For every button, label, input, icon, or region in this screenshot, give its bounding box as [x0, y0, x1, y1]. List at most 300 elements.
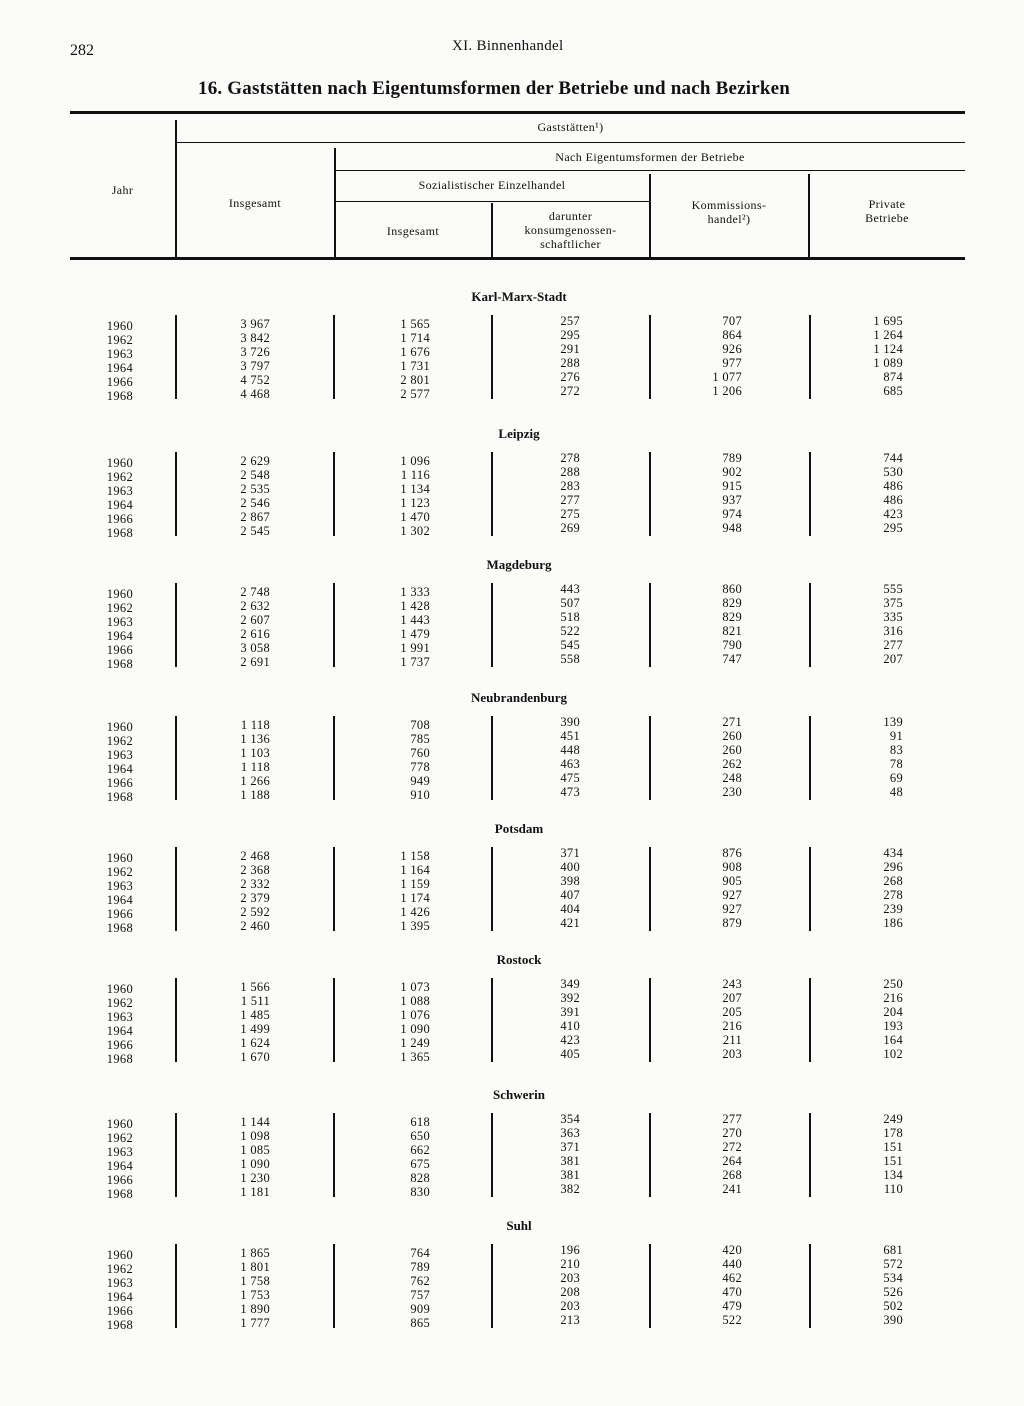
- cell-year: 1960: [106, 456, 133, 470]
- cell-private-businesses: 1 695: [873, 314, 903, 328]
- cell-year: 1963: [106, 484, 133, 498]
- cell-commission-trade: 211: [722, 1033, 742, 1047]
- cell-private-businesses: 486: [883, 479, 903, 493]
- column-separator: [809, 716, 811, 800]
- column-separator: [809, 452, 811, 536]
- column-separator: [649, 1244, 651, 1328]
- header-divider-jahr: [175, 120, 177, 260]
- cell-socialist-total: 1 076: [400, 1008, 430, 1022]
- cell-private-businesses: 48: [889, 785, 903, 799]
- cell-consumer-cooperative: 518: [560, 610, 580, 624]
- header-divider-insgesamt: [334, 148, 336, 260]
- header-bottom-rule: [70, 257, 965, 260]
- cell-commission-trade: 203: [722, 1047, 742, 1061]
- cell-total: 1 801: [240, 1260, 270, 1274]
- cell-total: 1 624: [240, 1036, 270, 1050]
- cell-commission-trade: 268: [722, 1168, 742, 1182]
- cell-commission-trade: 260: [722, 729, 742, 743]
- cell-year: 1964: [106, 762, 133, 776]
- cell-socialist-total: 1 073: [400, 980, 430, 994]
- cell-consumer-cooperative: 283: [560, 479, 580, 493]
- cell-consumer-cooperative: 210: [560, 1257, 580, 1271]
- cell-year: 1963: [106, 615, 133, 629]
- cell-year: 1964: [106, 361, 133, 375]
- cell-total: 2 548: [240, 468, 270, 482]
- cell-socialist-total: 910: [410, 788, 430, 802]
- cell-year: 1963: [106, 1145, 133, 1159]
- cell-consumer-cooperative: 277: [560, 493, 580, 507]
- cell-socialist-total: 675: [410, 1157, 430, 1171]
- cell-consumer-cooperative: 354: [560, 1112, 580, 1126]
- cell-total: 1 098: [240, 1129, 270, 1143]
- cell-socialist-total: 1 249: [400, 1036, 430, 1050]
- district-title: Karl-Marx-Stadt: [471, 289, 567, 304]
- cell-commission-trade: 270: [722, 1126, 742, 1140]
- cell-commission-trade: 264: [722, 1154, 742, 1168]
- cell-total: 3 797: [240, 359, 270, 373]
- header-gaststaetten: Gaststätten¹): [537, 120, 604, 134]
- cell-consumer-cooperative: 257: [560, 314, 580, 328]
- cell-commission-trade: 262: [722, 757, 742, 771]
- column-separator: [491, 1113, 493, 1197]
- cell-socialist-total: 1 426: [400, 905, 430, 919]
- cell-commission-trade: 462: [722, 1271, 742, 1285]
- cell-private-businesses: 249: [883, 1112, 903, 1126]
- cell-total: 1 499: [240, 1022, 270, 1036]
- cell-commission-trade: 876: [722, 846, 742, 860]
- table-top-rule: [70, 111, 965, 114]
- cell-commission-trade: 926: [722, 342, 742, 356]
- cell-consumer-cooperative: 421: [560, 916, 580, 930]
- cell-year: 1968: [106, 1052, 133, 1066]
- cell-consumer-cooperative: 196: [560, 1243, 580, 1257]
- cell-consumer-cooperative: 475: [560, 771, 580, 785]
- cell-socialist-total: 1 714: [400, 331, 430, 345]
- cell-total: 2 607: [240, 613, 270, 627]
- column-separator: [175, 452, 177, 536]
- cell-total: 2 546: [240, 496, 270, 510]
- cell-year: 1962: [106, 1131, 133, 1145]
- cell-private-businesses: 193: [883, 1019, 903, 1033]
- header-private-line2: Betriebe: [865, 211, 909, 225]
- cell-socialist-total: 1 123: [400, 496, 430, 510]
- cell-year: 1968: [106, 389, 133, 403]
- column-separator: [175, 1244, 177, 1328]
- cell-private-businesses: 572: [883, 1257, 903, 1271]
- cell-socialist-total: 1 096: [400, 454, 430, 468]
- cell-year: 1968: [106, 1187, 133, 1201]
- cell-private-businesses: 744: [883, 451, 903, 465]
- cell-year: 1964: [106, 629, 133, 643]
- cell-commission-trade: 522: [722, 1313, 742, 1327]
- column-separator: [649, 716, 651, 800]
- cell-private-businesses: 277: [883, 638, 903, 652]
- cell-year: 1963: [106, 1276, 133, 1290]
- cell-consumer-cooperative: 390: [560, 715, 580, 729]
- column-separator: [809, 583, 811, 667]
- column-separator: [809, 315, 811, 399]
- cell-commission-trade: 860: [722, 582, 742, 596]
- cell-consumer-cooperative: 392: [560, 991, 580, 1005]
- cell-total: 2 545: [240, 524, 270, 538]
- cell-consumer-cooperative: 272: [560, 384, 580, 398]
- cell-commission-trade: 272: [722, 1140, 742, 1154]
- cell-socialist-total: 2 801: [400, 373, 430, 387]
- cell-commission-trade: 479: [722, 1299, 742, 1313]
- column-separator: [809, 1113, 811, 1197]
- cell-private-businesses: 874: [883, 370, 903, 384]
- column-separator: [649, 315, 651, 399]
- cell-year: 1960: [106, 851, 133, 865]
- cell-consumer-cooperative: 423: [560, 1033, 580, 1047]
- column-separator: [333, 847, 335, 931]
- cell-year: 1962: [106, 996, 133, 1010]
- cell-year: 1968: [106, 657, 133, 671]
- cell-year: 1964: [106, 1290, 133, 1304]
- header-darunter-line2: konsumgenossen-: [524, 223, 617, 237]
- cell-socialist-total: 865: [410, 1316, 430, 1330]
- cell-socialist-total: 1 731: [400, 359, 430, 373]
- header-rule-3: [335, 201, 649, 202]
- header-kommission-line2: handel²): [707, 212, 751, 226]
- cell-year: 1963: [106, 1010, 133, 1024]
- cell-total: 1 511: [240, 994, 270, 1008]
- cell-socialist-total: 1 443: [400, 613, 430, 627]
- cell-consumer-cooperative: 276: [560, 370, 580, 384]
- cell-year: 1962: [106, 333, 133, 347]
- cell-socialist-total: 789: [410, 1260, 430, 1274]
- cell-total: 1 090: [240, 1157, 270, 1171]
- cell-consumer-cooperative: 407: [560, 888, 580, 902]
- cell-socialist-total: 662: [410, 1143, 430, 1157]
- cell-consumer-cooperative: 381: [560, 1154, 580, 1168]
- cell-commission-trade: 974: [722, 507, 742, 521]
- cell-commission-trade: 207: [722, 991, 742, 1005]
- cell-private-businesses: 296: [883, 860, 903, 874]
- cell-commission-trade: 1 077: [712, 370, 742, 384]
- header-darunter-line3: schaftlicher: [540, 237, 601, 251]
- cell-commission-trade: 908: [722, 860, 742, 874]
- cell-total: 1 670: [240, 1050, 270, 1064]
- cell-private-businesses: 335: [883, 610, 903, 624]
- cell-total: 2 368: [240, 863, 270, 877]
- cell-year: 1964: [106, 893, 133, 907]
- cell-commission-trade: 248: [722, 771, 742, 785]
- cell-year: 1960: [106, 1248, 133, 1262]
- cell-consumer-cooperative: 349: [560, 977, 580, 991]
- column-separator: [175, 315, 177, 399]
- column-separator: [491, 847, 493, 931]
- cell-year: 1966: [106, 1304, 133, 1318]
- column-separator: [175, 583, 177, 667]
- cell-socialist-total: 1 164: [400, 863, 430, 877]
- cell-total: 2 748: [240, 585, 270, 599]
- cell-private-businesses: 530: [883, 465, 903, 479]
- cell-total: 2 616: [240, 627, 270, 641]
- cell-total: 3 058: [240, 641, 270, 655]
- cell-consumer-cooperative: 269: [560, 521, 580, 535]
- cell-socialist-total: 764: [410, 1246, 430, 1260]
- cell-total: 4 752: [240, 373, 270, 387]
- cell-total: 2 379: [240, 891, 270, 905]
- cell-consumer-cooperative: 363: [560, 1126, 580, 1140]
- cell-private-businesses: 526: [883, 1285, 903, 1299]
- cell-private-businesses: 295: [883, 521, 903, 535]
- cell-private-businesses: 151: [883, 1154, 903, 1168]
- table-title: 16. Gaststätten nach Eigentumsformen der Betriebe und nach Bezirken: [198, 78, 790, 99]
- cell-private-businesses: 139: [883, 715, 903, 729]
- cell-total: 1 753: [240, 1288, 270, 1302]
- column-separator: [491, 583, 493, 667]
- district-title: Potsdam: [494, 821, 544, 836]
- cell-private-businesses: 316: [883, 624, 903, 638]
- cell-private-businesses: 486: [883, 493, 903, 507]
- cell-private-businesses: 239: [883, 902, 903, 916]
- cell-socialist-total: 949: [410, 774, 430, 788]
- cell-consumer-cooperative: 278: [560, 451, 580, 465]
- district-title: Leipzig: [498, 426, 540, 441]
- cell-year: 1966: [106, 512, 133, 526]
- page-number: 282: [70, 42, 94, 59]
- cell-socialist-total: 1 470: [400, 510, 430, 524]
- cell-private-businesses: 186: [883, 916, 903, 930]
- cell-commission-trade: 977: [722, 356, 742, 370]
- cell-consumer-cooperative: 405: [560, 1047, 580, 1061]
- cell-total: 1 566: [240, 980, 270, 994]
- column-separator: [809, 978, 811, 1062]
- cell-year: 1960: [106, 587, 133, 601]
- cell-private-businesses: 250: [883, 977, 903, 991]
- cell-year: 1968: [106, 790, 133, 804]
- cell-total: 2 332: [240, 877, 270, 891]
- cell-socialist-total: 650: [410, 1129, 430, 1143]
- cell-consumer-cooperative: 507: [560, 596, 580, 610]
- cell-commission-trade: 260: [722, 743, 742, 757]
- cell-consumer-cooperative: 371: [560, 846, 580, 860]
- column-separator: [333, 315, 335, 399]
- cell-commission-trade: 747: [722, 652, 742, 666]
- cell-commission-trade: 905: [722, 874, 742, 888]
- cell-socialist-total: 828: [410, 1171, 430, 1185]
- cell-total: 2 592: [240, 905, 270, 919]
- cell-total: 1 118: [240, 760, 270, 774]
- cell-total: 1 181: [240, 1185, 270, 1199]
- cell-total: 1 485: [240, 1008, 270, 1022]
- cell-year: 1963: [106, 748, 133, 762]
- cell-year: 1962: [106, 734, 133, 748]
- cell-socialist-total: 1 676: [400, 345, 430, 359]
- cell-private-businesses: 78: [889, 757, 903, 771]
- cell-private-businesses: 555: [883, 582, 903, 596]
- column-separator: [333, 1244, 335, 1328]
- cell-year: 1964: [106, 1159, 133, 1173]
- cell-socialist-total: 1 302: [400, 524, 430, 538]
- cell-total: 1 188: [240, 788, 270, 802]
- cell-private-businesses: 91: [889, 729, 903, 743]
- cell-year: 1960: [106, 720, 133, 734]
- cell-commission-trade: 230: [722, 785, 742, 799]
- column-separator: [333, 716, 335, 800]
- cell-consumer-cooperative: 203: [560, 1299, 580, 1313]
- cell-commission-trade: 915: [722, 479, 742, 493]
- header-rule-1: [176, 142, 965, 143]
- cell-private-businesses: 434: [883, 846, 903, 860]
- cell-consumer-cooperative: 463: [560, 757, 580, 771]
- header-kommission-line1: Kommissions-: [691, 198, 767, 212]
- column-separator: [809, 847, 811, 931]
- header-kommissionshandel: [650, 198, 808, 226]
- cell-total: 1 890: [240, 1302, 270, 1316]
- column-separator: [649, 847, 651, 931]
- header-rule-2: [335, 170, 965, 171]
- cell-socialist-total: 1 479: [400, 627, 430, 641]
- cell-year: 1966: [106, 375, 133, 389]
- cell-total: 3 842: [240, 331, 270, 345]
- cell-consumer-cooperative: 448: [560, 743, 580, 757]
- cell-private-businesses: 69: [889, 771, 903, 785]
- cell-total: 1 118: [240, 718, 270, 732]
- cell-socialist-total: 1 116: [400, 468, 430, 482]
- column-separator: [491, 978, 493, 1062]
- cell-year: 1966: [106, 643, 133, 657]
- cell-consumer-cooperative: 291: [560, 342, 580, 356]
- district-title: Magdeburg: [486, 557, 552, 572]
- cell-socialist-total: 708: [410, 718, 430, 732]
- cell-year: 1963: [106, 347, 133, 361]
- cell-consumer-cooperative: 288: [560, 356, 580, 370]
- column-separator: [649, 452, 651, 536]
- cell-socialist-total: 1 134: [400, 482, 430, 496]
- cell-total: 2 629: [240, 454, 270, 468]
- cell-socialist-total: 1 158: [400, 849, 430, 863]
- cell-commission-trade: 277: [722, 1112, 742, 1126]
- cell-socialist-total: 785: [410, 732, 430, 746]
- cell-private-businesses: 375: [883, 596, 903, 610]
- cell-consumer-cooperative: 208: [560, 1285, 580, 1299]
- cell-private-businesses: 204: [883, 1005, 903, 1019]
- cell-private-businesses: 390: [883, 1313, 903, 1327]
- cell-private-businesses: 1 089: [873, 356, 903, 370]
- cell-consumer-cooperative: 203: [560, 1271, 580, 1285]
- column-separator: [175, 716, 177, 800]
- cell-private-businesses: 685: [883, 384, 903, 398]
- cell-private-businesses: 83: [889, 743, 903, 757]
- cell-commission-trade: 1 206: [712, 384, 742, 398]
- cell-total: 2 460: [240, 919, 270, 933]
- cell-commission-trade: 216: [722, 1019, 742, 1033]
- cell-total: 1 777: [240, 1316, 270, 1330]
- district-title: Schwerin: [493, 1087, 545, 1102]
- cell-total: 1 865: [240, 1246, 270, 1260]
- cell-consumer-cooperative: 558: [560, 652, 580, 666]
- cell-commission-trade: 829: [722, 596, 742, 610]
- column-separator: [809, 1244, 811, 1328]
- cell-commission-trade: 241: [722, 1182, 742, 1196]
- cell-commission-trade: 271: [722, 715, 742, 729]
- cell-socialist-total: 757: [410, 1288, 430, 1302]
- cell-commission-trade: 707: [722, 314, 742, 328]
- cell-year: 1960: [106, 1117, 133, 1131]
- cell-private-businesses: 134: [883, 1168, 903, 1182]
- cell-consumer-cooperative: 451: [560, 729, 580, 743]
- cell-consumer-cooperative: 400: [560, 860, 580, 874]
- cell-total: 3 967: [240, 317, 270, 331]
- cell-socialist-total: 1 428: [400, 599, 430, 613]
- cell-total: 1 758: [240, 1274, 270, 1288]
- cell-socialist-total: 1 395: [400, 919, 430, 933]
- cell-year: 1966: [106, 1038, 133, 1052]
- cell-consumer-cooperative: 295: [560, 328, 580, 342]
- cell-socialist-total: 618: [410, 1115, 430, 1129]
- cell-consumer-cooperative: 381: [560, 1168, 580, 1182]
- cell-private-businesses: 102: [883, 1047, 903, 1061]
- chapter-heading: XI. Binnenhandel: [452, 38, 564, 54]
- cell-consumer-cooperative: 213: [560, 1313, 580, 1327]
- cell-consumer-cooperative: 522: [560, 624, 580, 638]
- cell-commission-trade: 243: [722, 977, 742, 991]
- column-separator: [649, 978, 651, 1062]
- cell-year: 1962: [106, 1262, 133, 1276]
- cell-socialist-total: 1 090: [400, 1022, 430, 1036]
- cell-socialist-total: 1 565: [400, 317, 430, 331]
- cell-private-businesses: 278: [883, 888, 903, 902]
- cell-total: 1 266: [240, 774, 270, 788]
- cell-consumer-cooperative: 410: [560, 1019, 580, 1033]
- cell-year: 1962: [106, 601, 133, 615]
- cell-year: 1960: [106, 319, 133, 333]
- column-separator: [491, 452, 493, 536]
- cell-total: 1 103: [240, 746, 270, 760]
- cell-socialist-total: 1 088: [400, 994, 430, 1008]
- district-title: Rostock: [496, 952, 542, 967]
- cell-year: 1966: [106, 907, 133, 921]
- cell-socialist-total: 1 991: [400, 641, 430, 655]
- cell-consumer-cooperative: 275: [560, 507, 580, 521]
- cell-year: 1966: [106, 776, 133, 790]
- cell-year: 1963: [106, 879, 133, 893]
- cell-socialist-total: 1 365: [400, 1050, 430, 1064]
- cell-consumer-cooperative: 404: [560, 902, 580, 916]
- cell-private-businesses: 164: [883, 1033, 903, 1047]
- cell-consumer-cooperative: 545: [560, 638, 580, 652]
- header-sozialistischer-einzelhandel: Sozialistischer Einzelhandel: [418, 178, 566, 192]
- header-nach-eigentumsformen: Nach Eigentumsformen der Betriebe: [555, 150, 745, 164]
- cell-private-businesses: 423: [883, 507, 903, 521]
- header-soz-insgesamt: Insgesamt: [386, 224, 440, 238]
- cell-private-businesses: 681: [883, 1243, 903, 1257]
- cell-consumer-cooperative: 398: [560, 874, 580, 888]
- header-darunter: [492, 209, 649, 251]
- cell-year: 1962: [106, 865, 133, 879]
- cell-total: 1 144: [240, 1115, 270, 1129]
- cell-total: 2 535: [240, 482, 270, 496]
- cell-private-businesses: 1 264: [873, 328, 903, 342]
- cell-commission-trade: 927: [722, 888, 742, 902]
- cell-commission-trade: 902: [722, 465, 742, 479]
- column-separator: [175, 1113, 177, 1197]
- header-darunter-line1: darunter: [548, 209, 593, 223]
- cell-socialist-total: 1 737: [400, 655, 430, 669]
- cell-year: 1964: [106, 498, 133, 512]
- cell-year: 1968: [106, 526, 133, 540]
- column-separator: [491, 716, 493, 800]
- district-title: Suhl: [506, 1218, 532, 1233]
- cell-commission-trade: 948: [722, 521, 742, 535]
- column-separator: [333, 452, 335, 536]
- cell-total: 1 230: [240, 1171, 270, 1185]
- cell-commission-trade: 937: [722, 493, 742, 507]
- cell-year: 1968: [106, 921, 133, 935]
